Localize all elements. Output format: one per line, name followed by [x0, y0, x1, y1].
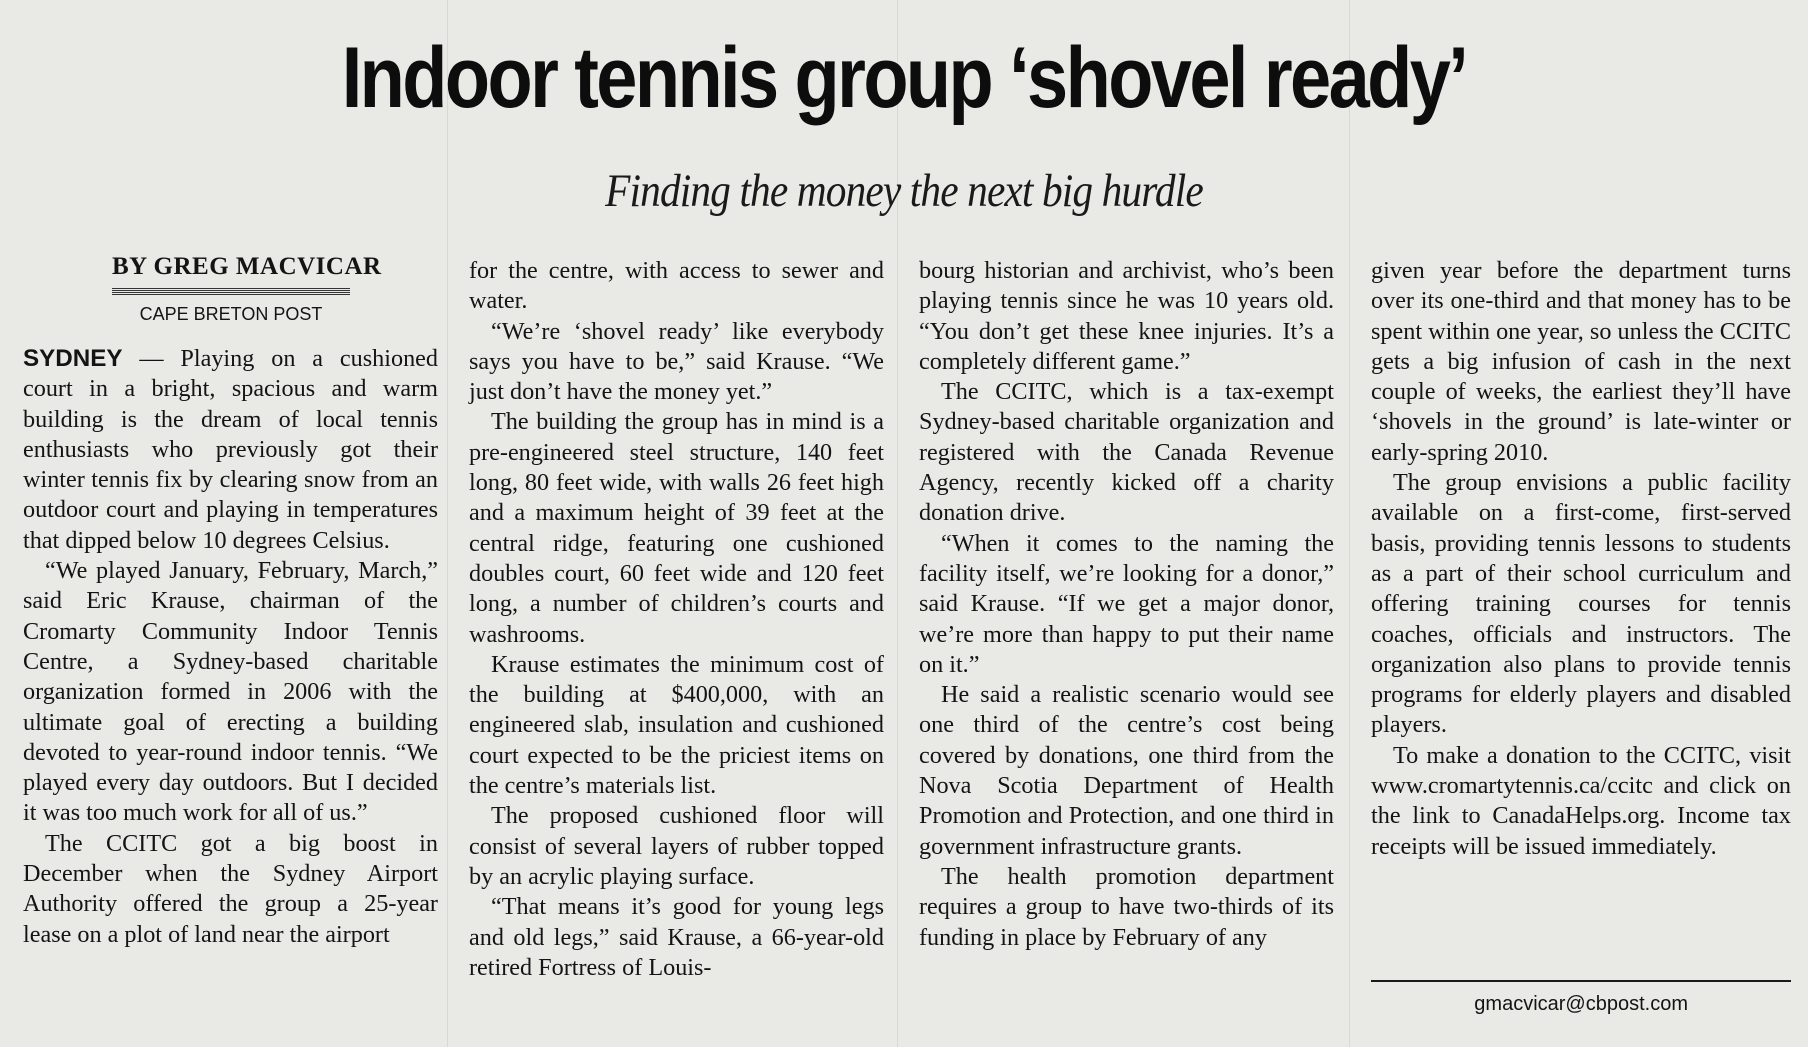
- paragraph-text: — Playing on a cushioned court in a bright, spacious and warm building is the dream of local tennis enthusiasts who previously got their winter tennis fix by clearing snow from an outdoor court and playing in temperatures that dipped below 10 degrees Celsius.: [23, 345, 439, 554]
- byline-author: BY GREG MACVICAR: [112, 253, 382, 280]
- column-divider: [447, 0, 448, 1047]
- byline-organization: CAPE BRETON POST: [139, 304, 323, 324]
- paragraph: for the centre, with access to sewer and water.: [469, 257, 884, 315]
- paragraph: He said a realistic scenario would see one third of the centre’s cost being covered by donations, one third from the Nova Scotia Department of Health Promotion and Protection, and one third in government infrastructure grants.: [919, 681, 1334, 860]
- column-divider: [897, 0, 898, 1047]
- paragraph: [23, 344, 438, 556]
- paragraph: The proposed cushioned floor will consist of several layers of rubber topped by an acrylic playing surface.: [469, 802, 884, 890]
- paragraph: Krause estimates the minimum cost of the building at $400,000, with an engineered slab, insulation and cushioned court expected to be the priciest items on the centre’s materials list.: [469, 650, 884, 800]
- paragraph: “When it comes to the naming the facility itself, we’re looking for a donor,” said Krause. “If we get a major donor, we’re more than happy to put their name on it.”: [919, 529, 1334, 678]
- paragraph: “That means it’s good for young legs and old legs,” said Krause, a 66-year-old retired Fortress of Louis-: [469, 893, 884, 981]
- paragraph: To make a donation to the CCITC, visit www.cromartytennis.ca/ccitc and click on the link to CanadaHelps.org. Income tax receipts will be issued immediately.: [1371, 741, 1791, 860]
- paragraph: The CCITC got a big boost in December when the Sydney Airport Authority offered the group a 25-year lease on a plot of land near the airport: [23, 829, 438, 948]
- paragraph: The health promotion department requires a group to have two-thirds of its funding in place by February of any: [919, 862, 1334, 951]
- article-column-2: [469, 256, 884, 983]
- headline: Indoor tennis group ‘shovel ready’: [341, 30, 1467, 126]
- subheadline: Finding the money the next big hurdle: [605, 165, 1203, 217]
- paragraph: The CCITC, which is a tax-exempt Sydney-based charitable organization and registered with the Canada Revenue Agency, recently kicked off a charity donation drive.: [919, 378, 1334, 527]
- author-email: gmacvicar@cbpost.com: [1474, 993, 1688, 1015]
- paragraph: bourg historian and archivist, who’s been playing tennis since he was 10 years old. “You don’t get these knee injuries. It’s a completely different game.”: [919, 257, 1334, 375]
- article-column-1: [23, 344, 438, 950]
- paragraph: The group envisions a public facility available on a first-come, first-served basis, providing tennis lessons to students as a part of their school curriculum and offering training courses for tennis coaches, officials and instructors. The organization also plans to provide tennis programs for elderly players and disabled players.: [1371, 469, 1791, 739]
- column-divider: [1349, 0, 1350, 1047]
- paragraph: given year before the department turns over its one-third and that money has to be spent within one year, so unless the CCITC gets a big infusion of cash in the next couple of weeks, the earliest they’ll have ‘shovels in the ground’ is late-winter or early-spring 2010.: [1371, 257, 1791, 466]
- dateline: SYDNEY: [23, 345, 123, 372]
- byline: [112, 253, 382, 325]
- paragraph: “We played January, February, March,” said Eric Krause, chairman of the Cromarty Community Indoor Tennis Centre, a Sydney-based charitable organization formed in 2006 with the ultimate goal of erecting a building devoted to year-round indoor tennis. “We played every day outdoors. But I decided it was too much work for all of us.”: [23, 557, 438, 827]
- article-column-3: [919, 256, 1334, 953]
- end-rule: [1371, 980, 1791, 982]
- paragraph: The building the group has in mind is a pre-engineered steel structure, 140 feet long, 80 feet wide, with walls 26 feet high and a maximum height of 39 feet at the central ridge, featuring one cushioned doubles court, 60 feet wide and 120 feet long, a number of children’s courts and washrooms.: [469, 408, 884, 648]
- byline-rule: [112, 287, 350, 295]
- article-column-4: [1371, 256, 1791, 862]
- paragraph: “We’re ‘shovel ready’ like everybody says you have to be,” said Krause. “We just don’t have the money yet.”: [469, 317, 884, 406]
